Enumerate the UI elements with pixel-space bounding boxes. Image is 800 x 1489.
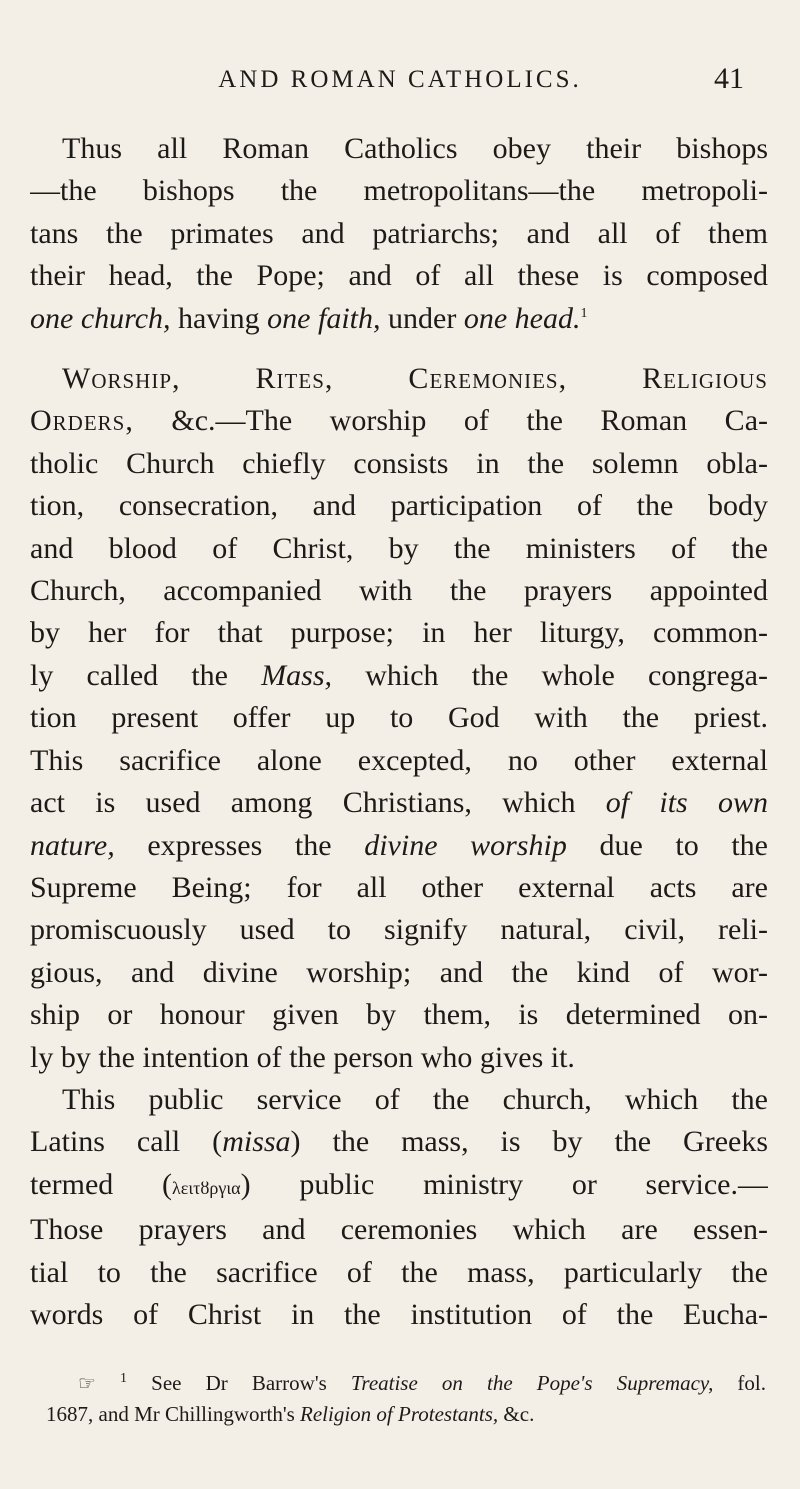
footnote-ref: 1 — [580, 305, 588, 321]
p2-line-16: ship or honour given by them, is determined on- — [30, 998, 768, 1032]
text: &c.—The worship of the Roman Ca- — [133, 404, 768, 438]
p2-line-5: and blood of Christ, by the ministers of the — [30, 531, 768, 565]
italic-missa: missa — [222, 1125, 291, 1159]
footnote — [46, 1368, 766, 1429]
footnote-line-2 — [46, 1399, 766, 1429]
p2-line-17: ly by the intention of the person who gives it. — [30, 1040, 575, 1074]
text: under — [380, 301, 464, 335]
p2-line-9: tion present offer up to God with the priest. — [30, 701, 768, 735]
p1-line-2: —the bishops the metropolitans—the metropoli- — [30, 174, 768, 208]
p2-line-7: by her for that purpose; in her liturgy, common- — [30, 616, 768, 650]
p1-line-5 — [30, 298, 768, 340]
italic-one-church: one church, — [30, 301, 171, 335]
italic-divine-worship: divine worship — [364, 828, 567, 862]
text: which the whole congrega- — [332, 658, 768, 692]
p2-line-4: tion, consecration, and participation of the body — [30, 489, 768, 523]
paragraph-gap — [30, 340, 768, 358]
body-text — [30, 128, 768, 1336]
p3-line-1: This public service of the church, which the — [62, 1082, 768, 1116]
text: See Dr Barrow's — [127, 1371, 351, 1395]
text: having — [170, 301, 268, 335]
italic-mass: Mass, — [261, 658, 333, 692]
p2-line-6: Church, accompanied with the prayers appointed — [30, 574, 768, 608]
pointing-hand-icon: ☞ — [78, 1373, 96, 1395]
italic-of-its-own: of its own — [605, 786, 768, 820]
text: ) the mass, is by the Greeks — [290, 1125, 768, 1159]
p2-line-15: gious, and divine worship; and the kind of wor- — [30, 955, 768, 989]
p3-line-5: tial to the sacrifice of the mass, particularly the — [30, 1255, 768, 1289]
italic-nature: nature, — [30, 828, 115, 862]
page-number: 41 — [714, 62, 744, 95]
italic-one-head: one head. — [463, 301, 581, 335]
p2-line-3: tholic Church chiefly consists in the solemn obla- — [30, 446, 768, 480]
p3-line-3 — [30, 1164, 768, 1209]
p2-line-10: This sacrifice alone excepted, no other external — [30, 743, 768, 777]
p2-line-12 — [30, 825, 768, 867]
p2-line-14: promiscuously used to signify natural, civil, reli- — [30, 913, 768, 947]
footnote-line-1 — [46, 1368, 766, 1399]
italic-one-faith: one faith, — [267, 301, 381, 335]
p2-line-13: Supreme Being; for all other external acts are — [30, 870, 768, 904]
text: termed ( — [30, 1167, 173, 1201]
p2-line-2 — [30, 400, 768, 442]
p1-line-4: their head, the Pope; and of all these is composed — [30, 259, 768, 293]
p1-line-1: Thus all Roman Catholics obey their bishops — [62, 132, 768, 165]
text: due to the — [566, 828, 768, 862]
section-heading-cont: Orders, — [30, 404, 134, 438]
text: expresses the — [114, 828, 365, 862]
text: fol. — [713, 1371, 766, 1395]
p3-line-2 — [30, 1121, 768, 1163]
greek-word: λειτȣργια — [172, 1177, 241, 1198]
text: act is used among Christians, which — [30, 786, 606, 820]
p3-line-4: Those prayers and ceremonies which are essen- — [30, 1213, 768, 1247]
text: 1687, and Mr Chillingworth's — [46, 1402, 301, 1426]
italic-religion: Religion of Protestants, — [300, 1402, 499, 1426]
section-heading: Worship, Rites, Ceremonies, Religious — [62, 362, 768, 396]
footnote-marker: 1 — [120, 1371, 128, 1386]
text: Latins call ( — [30, 1125, 223, 1159]
p3-line-6: words of Christ in the institution of the Eucha- — [30, 1297, 768, 1331]
page-header — [0, 62, 800, 102]
p2-line-11 — [30, 782, 768, 824]
p1-line-3: tans the primates and patriarchs; and all of them — [30, 216, 768, 250]
text: ly called the — [30, 658, 262, 692]
italic-treatise: Treatise on the Pope's Supremacy, — [350, 1371, 714, 1395]
text: &c. — [498, 1402, 535, 1426]
text: ) public ministry or service.— — [240, 1167, 768, 1201]
running-title: AND ROMAN CATHOLICS. — [218, 66, 582, 93]
p2-line-8 — [30, 655, 768, 697]
